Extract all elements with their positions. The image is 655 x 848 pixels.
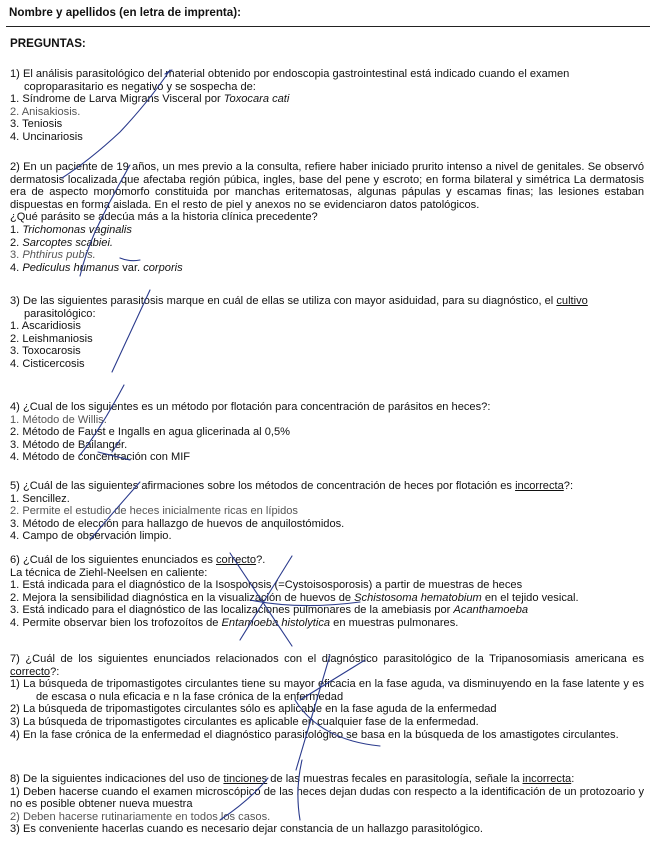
option[interactable]: 2. Método de Faust e Ingalls en agua glicerinada al 0,5% xyxy=(10,426,290,439)
question-stem-cont: parasitológico: xyxy=(24,307,96,320)
option[interactable]: 1. Método de Willis. xyxy=(10,413,107,426)
option[interactable]: 4. Método de concentración con MIF xyxy=(10,451,191,464)
question-8 xyxy=(10,773,644,836)
option[interactable]: 3) Es conveniente hacerlas cuando es necesario dejar constancia de un hallazgo parasitológico. xyxy=(10,823,484,836)
option[interactable]: 3. Phthirus pubis. xyxy=(10,249,96,262)
question-5 xyxy=(10,480,644,543)
option[interactable]: 2. Leishmaniosis xyxy=(10,332,93,345)
question-stem: 7) ¿Cuál de los siguientes enunciados relacionados con el diagnóstico parasitológico de la Tripanosomiasis americana es correcto?: xyxy=(10,653,644,678)
option[interactable]: 3. Método de Bailanger. xyxy=(10,438,128,451)
question-stem: 4) ¿Cual de los siguientes es un método por flotación para concentración de parásitos en heces?: xyxy=(10,401,491,413)
option[interactable]: 4. Cisticercosis xyxy=(10,357,85,370)
question-3 xyxy=(10,295,644,371)
option[interactable]: 1) Deben hacerse cuando el examen microscópico de las heces dejan dudas con respecto a la identificación de un protozoario y no es posible obtener nueva muestra xyxy=(10,785,644,811)
question-4 xyxy=(10,401,644,464)
option[interactable]: 2) Deben hacerse rutinariamente en todos los casos. xyxy=(10,810,271,823)
option[interactable]: 1. Ascaridiosis xyxy=(10,320,81,333)
option[interactable]: 1. Trichomonas vaginalis xyxy=(10,223,132,236)
option[interactable]: 4. Pediculus humanus var. corporis xyxy=(10,261,183,274)
question-6 xyxy=(10,554,644,630)
option[interactable]: 4. Permite observar bien los trofozoítos de Entamoeba histolytica en muestras pulmonares. xyxy=(10,616,459,629)
question-2 xyxy=(10,161,644,274)
section-title: PREGUNTAS: xyxy=(10,37,86,50)
option[interactable]: 1) La búsqueda de tripomastigotes circulantes tiene su mayor eficacia en la fase aguda, va disminuyendo en la fase latente y es de escasa o nula eficacia e n la fase crónica de la enfermedad xyxy=(10,678,644,703)
question-stem: 2) En un paciente de 19 años, un mes previo a la consulta, refiere haber iniciado prurito intenso a nivel de genitales. Se observó dermatosis localizada que afectaba región púbica, ingles, base del pene y escroto; en forma bilateral y simétrica La dermatosis era de aspecto monomorfo constituida por manchas eritematosas, algunas pápulas y escamas finas; las lesiones estaban dispuestas en forma aislada. En el resto de piel y anexos no se evidenciaron datos patológicos. xyxy=(10,161,644,211)
question-stem: 6) ¿Cuál de los siguientes enunciados es correcto?. xyxy=(10,554,266,566)
question-stem: 8) De la siguientes indicaciones del uso de tinciones de las muestras fecales en parasitología, señale la incorrecta: xyxy=(10,773,575,785)
option[interactable]: 2) La búsqueda de tripomastigotes circulantes sólo es aplicable en la fase aguda de la enfermedad xyxy=(10,703,497,716)
option[interactable]: 2. Sarcoptes scabiei. xyxy=(10,236,113,249)
option[interactable]: 2. Anisakiosis. xyxy=(10,105,81,118)
option[interactable]: 4. Uncinariosis xyxy=(10,130,83,143)
name-field-line xyxy=(6,26,650,27)
question-stem: 1) El análisis parasitológico del material obtenido por endoscopia gastrointestinal está indicado cuando el examen xyxy=(10,68,570,80)
option[interactable]: 4) En la fase crónica de la enfermedad el diagnóstico parasitológico se basa en la búsqueda de los amastigotes circulantes. xyxy=(10,728,619,741)
option[interactable]: 3. Está indicado para el diagnóstico de las localizaciones pulmonares de la amebiasis por Acanthamoeba xyxy=(10,604,529,617)
option[interactable]: 4. Campo de observación limpio. xyxy=(10,530,172,543)
question-stem: 3) De las siguientes parasitosis marque en cuál de ellas se utiliza con mayor asiduidad, para su diagnóstico, el cultivo xyxy=(10,295,588,307)
question-7 xyxy=(10,653,644,741)
option[interactable]: 1. Síndrome de Larva Migrans Visceral por Toxocara cati xyxy=(10,93,290,106)
option[interactable]: 2. Mejora la sensibilidad diagnóstica en la visualización de huevos de Schistosoma hematobium en el tejido vesical. xyxy=(10,591,579,604)
option[interactable]: 1. Está indicada para el diagnóstico de la Isosporosis (=Cystoisosporosis) a partir de muestras de heces xyxy=(10,579,523,592)
option[interactable]: 3. Teniosis xyxy=(10,118,63,131)
question-ask: ¿Qué parásito se adecúa más a la historia clínica precedente? xyxy=(10,211,318,224)
question-1 xyxy=(10,68,644,144)
option[interactable]: 2. Permite el estudio de heces inicialmente ricas en lípidos xyxy=(10,505,298,518)
option[interactable]: 3) La búsqueda de tripomastigotes circulantes es aplicable en cualquier fase de la enfermedad. xyxy=(10,715,479,728)
option[interactable]: 3. Método de elección para hallazgo de huevos de anquilostómidos. xyxy=(10,517,345,530)
name-field-label: Nombre y apellidos (en letra de imprenta): xyxy=(9,6,241,19)
question-ask: La técnica de Ziehl-Neelsen en caliente: xyxy=(10,566,208,579)
question-stem-cont: coproparasitario es negativo y se sospecha de: xyxy=(24,80,256,93)
option[interactable]: 1. Sencillez. xyxy=(10,492,70,505)
option[interactable]: 3. Toxocarosis xyxy=(10,345,81,358)
question-stem: 5) ¿Cuál de las siguientes afirmaciones sobre los métodos de concentración de heces por flotación es incorrecta?: xyxy=(10,480,574,492)
